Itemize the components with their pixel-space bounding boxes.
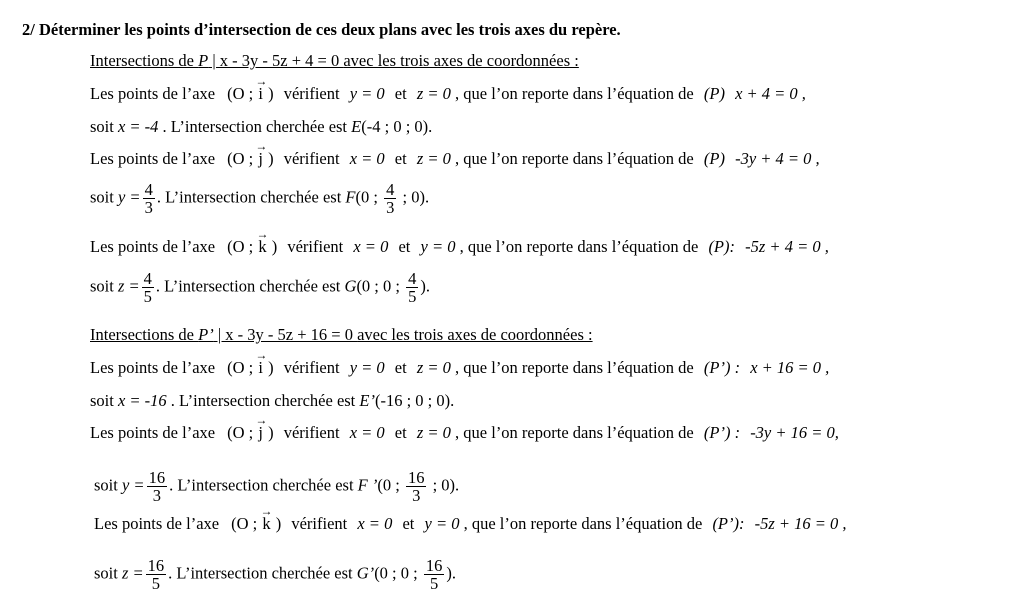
intro-pre: Intersections de (90, 51, 199, 70)
result-line-p-i (90, 117, 432, 137)
axis-line-p-k (90, 227, 829, 257)
result-var: y = (117, 187, 141, 207)
verify-word: vérifient (283, 358, 340, 377)
result-var: y = (121, 475, 145, 495)
verify-word: vérifient (287, 237, 344, 256)
vector-k: → k (256, 227, 269, 256)
axis-prefix: Les points de l’axe (90, 84, 216, 103)
paren-close: ) (268, 84, 274, 103)
and-word: et (394, 149, 407, 168)
point-post: ; 0). (398, 187, 430, 207)
condition-b: y = 0 (424, 514, 460, 533)
point-name: G (344, 276, 357, 296)
report-phrase: , que l’on reporte dans l’équation de (455, 358, 694, 377)
condition-b: z = 0 (416, 358, 451, 377)
axis-line-p-i (90, 74, 806, 104)
substituted-equation: x + 16 = 0 , (750, 358, 830, 377)
paren-open: (O ; (227, 149, 254, 168)
report-phrase: , que l’on reporte dans l’équation de (455, 149, 694, 168)
condition-b: z = 0 (416, 423, 451, 442)
plane-label: (P’) : (703, 358, 741, 377)
intro-post: avec les trois axes de coordonnées : (357, 325, 593, 344)
substituted-equation: -5z + 16 = 0 , (754, 514, 847, 533)
axis-line-p-j (90, 139, 820, 169)
axis-prefix: Les points de l’axe (90, 237, 216, 256)
point-post: ; 0). (428, 475, 460, 495)
substituted-equation: -5z + 4 = 0 , (745, 237, 829, 256)
axis-prefix: Les points de l’axe (94, 514, 220, 533)
condition-b: y = 0 (420, 237, 456, 256)
condition-b: z = 0 (416, 149, 451, 168)
verify-word: vérifient (291, 514, 348, 533)
and-word: et (394, 84, 407, 103)
vector-j: → j (255, 413, 268, 442)
point-coords: (-4 ; 0 ; 0). (361, 117, 433, 136)
and-word: et (398, 237, 411, 256)
axis-line-pp-i (90, 348, 830, 378)
result-var: z = (121, 563, 144, 583)
result-text: . L’intersection cherchée est (155, 276, 341, 296)
paren-close: ) (268, 358, 274, 377)
intro-plane: P (198, 51, 209, 70)
point-post: ). (420, 276, 430, 296)
point-pre: (0 ; (377, 475, 404, 495)
intro-post: avec les trois axes de coordonnées : (343, 51, 579, 70)
vector-j: → j (255, 139, 268, 168)
condition-b: z = 0 (416, 84, 451, 103)
result-line-pp-k (94, 557, 456, 592)
result-fraction: $\frac{16}{3}$ (148, 468, 166, 505)
point-name: G’ (356, 563, 375, 583)
section-intro-p-prime (90, 325, 593, 345)
report-phrase: , que l’on reporte dans l’équation de (455, 423, 694, 442)
plane-label: (P’) : (703, 423, 741, 442)
condition-a: x = 0 (349, 423, 385, 442)
soit-word: soit (90, 187, 114, 207)
condition-a: x = 0 (349, 149, 385, 168)
result-line-p-j (90, 181, 429, 216)
result-line-pp-i (90, 391, 454, 411)
point-name: F (345, 187, 356, 207)
point-pre: (0 ; 0 ; (374, 563, 422, 583)
result-text: . L’intersection cherchée est (156, 187, 342, 207)
point-pre: (0 ; (355, 187, 383, 207)
exercise-heading (22, 20, 621, 40)
result-value: x = -16 (117, 391, 167, 410)
plane-label: (P) (703, 84, 725, 103)
result-text: . L’intersection cherchée est (162, 117, 348, 136)
paren-open: (O ; (227, 358, 254, 377)
paren-close: ) (271, 237, 278, 256)
report-phrase: , que l’on reporte dans l’équation de (463, 514, 703, 533)
plane-label: (P): (708, 237, 736, 256)
and-word: et (394, 423, 407, 442)
point-name: E (351, 117, 362, 136)
substituted-equation: x + 4 = 0 , (735, 84, 806, 103)
result-fraction: $\frac{4}{5}$ (143, 269, 152, 306)
verify-word: vérifient (283, 149, 340, 168)
point-pre: (0 ; 0 ; (356, 276, 405, 296)
condition-a: y = 0 (349, 84, 385, 103)
soit-word: soit (94, 475, 118, 495)
report-phrase: , que l’on reporte dans l’équation de (455, 84, 694, 103)
intro-equation: | x - 3y - 5z + 4 = 0 (208, 51, 344, 70)
paren-open: (O ; (227, 237, 254, 256)
axis-prefix: Les points de l’axe (90, 149, 216, 168)
section-intro-p (90, 51, 579, 71)
point-fraction: $\frac{16}{3}$ (407, 468, 425, 505)
point-fraction: $\frac{4}{5}$ (408, 269, 417, 306)
substituted-equation: -3y + 16 = 0, (750, 423, 839, 442)
paren-close: ) (268, 423, 274, 442)
substituted-equation: -3y + 4 = 0 , (735, 149, 820, 168)
paren-close: ) (268, 149, 274, 168)
soit-word: soit (90, 117, 114, 136)
condition-a: x = 0 (353, 237, 389, 256)
result-var: z = (117, 276, 140, 296)
point-name: E’ (359, 391, 375, 410)
plane-label: (P’): (712, 514, 745, 533)
report-phrase: , que l’on reporte dans l’équation de (459, 237, 699, 256)
point-fraction: $\frac{4}{3}$ (386, 180, 395, 217)
result-text: . L’intersection cherchée est (168, 563, 353, 583)
result-fraction: $\frac{16}{5}$ (147, 556, 165, 593)
result-value: x = -4 (117, 117, 159, 136)
verify-word: vérifient (283, 423, 340, 442)
soit-word: soit (90, 276, 114, 296)
condition-a: x = 0 (357, 514, 393, 533)
result-text: . L’intersection cherchée est (170, 391, 356, 410)
result-line-p-k (90, 270, 430, 305)
point-fraction: $\frac{16}{5}$ (425, 556, 443, 593)
paren-open: (O ; (227, 84, 254, 103)
verify-word: vérifient (283, 84, 340, 103)
point-coords: (-16 ; 0 ; 0). (374, 391, 455, 410)
vector-i: → i (255, 348, 268, 377)
result-fraction: $\frac{4}{3}$ (144, 180, 153, 217)
intro-pre: Intersections de (90, 325, 199, 344)
vector-k: → k (260, 504, 273, 533)
intro-plane: P’ (198, 325, 214, 344)
result-text: . L’intersection cherchée est (169, 475, 354, 495)
heading-text: 2/ Déterminer les points d’intersection de ces deux plans avec les trois axes du repère. (22, 20, 621, 39)
axis-prefix: Les points de l’axe (90, 423, 216, 442)
paren-open: (O ; (231, 514, 258, 533)
paren-open: (O ; (227, 423, 254, 442)
and-word: et (402, 514, 415, 533)
plane-label: (P) (703, 149, 725, 168)
axis-line-pp-k (94, 504, 847, 534)
axis-line-pp-j (90, 413, 839, 443)
soit-word: soit (94, 563, 118, 583)
point-name: F ’ (357, 475, 378, 495)
and-word: et (394, 358, 407, 377)
result-line-pp-j (94, 469, 459, 504)
paren-close: ) (275, 514, 282, 533)
point-post: ). (446, 563, 456, 583)
soit-word: soit (90, 391, 114, 410)
axis-prefix: Les points de l’axe (90, 358, 216, 377)
intro-equation: | x - 3y - 5z + 16 = 0 (213, 325, 358, 344)
vector-i: → i (255, 74, 268, 103)
condition-a: y = 0 (349, 358, 385, 377)
